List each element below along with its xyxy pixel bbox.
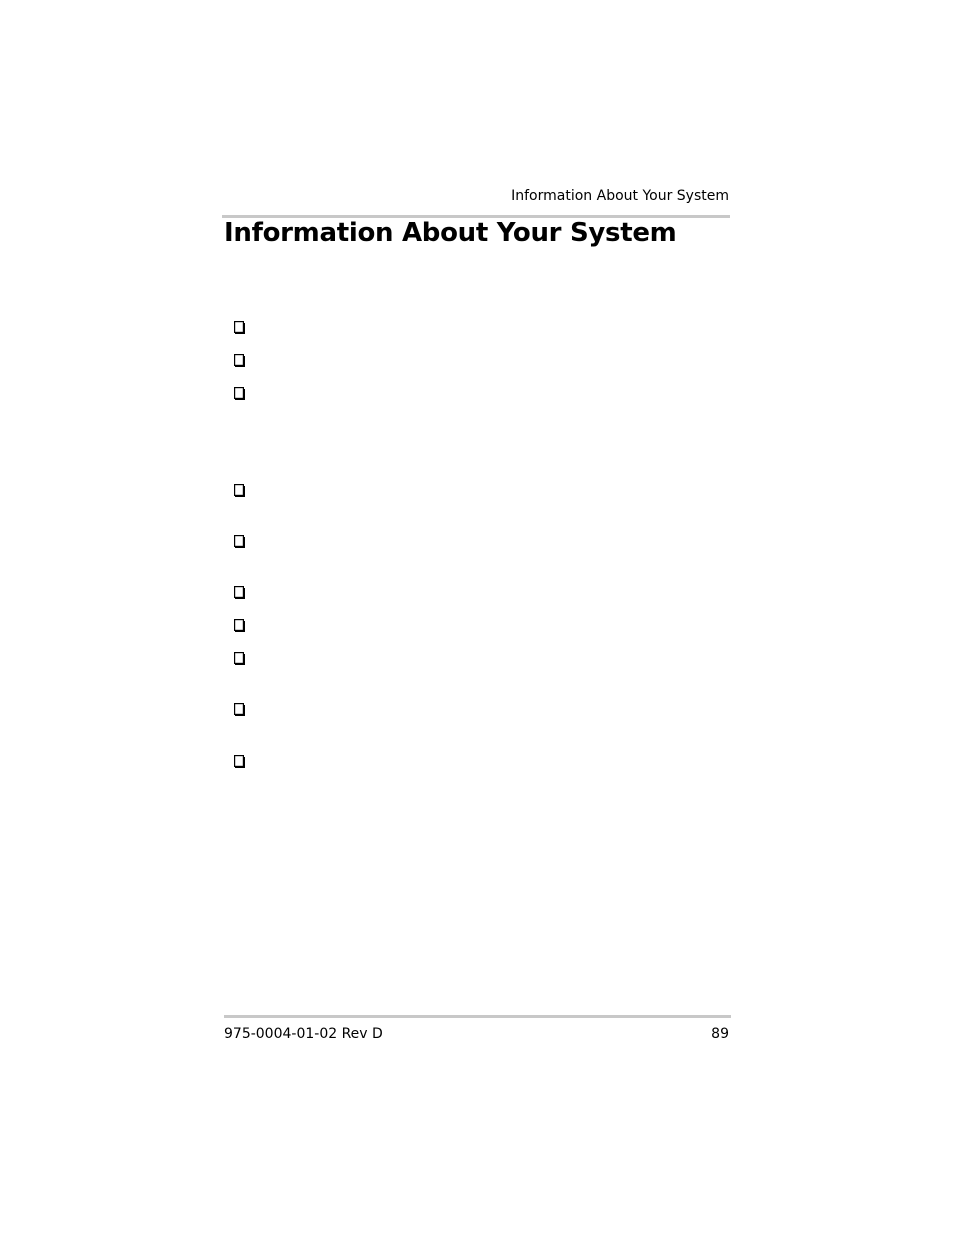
checkbox-frame xyxy=(235,355,244,366)
checkbox-frame xyxy=(235,704,244,715)
checkbox-icon[interactable] xyxy=(234,755,246,769)
document-number: 975-0004-01-02 Rev D xyxy=(224,1026,383,1042)
checkbox-frame xyxy=(235,756,244,767)
checkbox-icon[interactable] xyxy=(234,321,246,335)
running-header: Information About Your System xyxy=(511,188,729,204)
checkbox-glyph xyxy=(234,535,246,549)
footer-divider xyxy=(224,1015,731,1018)
checkbox-glyph xyxy=(234,703,246,717)
checkbox-frame xyxy=(235,653,244,664)
checkbox-frame xyxy=(235,587,244,598)
checkbox-frame xyxy=(235,485,244,496)
checkbox-frame xyxy=(235,322,244,333)
checkbox-frame xyxy=(235,536,244,547)
checkbox-glyph xyxy=(234,619,246,633)
checkbox-glyph xyxy=(234,586,246,600)
checkbox-icon[interactable] xyxy=(234,387,246,401)
checkbox-icon[interactable] xyxy=(234,652,246,666)
checkbox-glyph xyxy=(234,484,246,498)
checkbox-icon[interactable] xyxy=(234,703,246,717)
checkbox-icon[interactable] xyxy=(234,586,246,600)
checkbox-icon[interactable] xyxy=(234,535,246,549)
page-number: 89 xyxy=(711,1026,729,1042)
checkbox-frame xyxy=(235,388,244,399)
page-title: Information About Your System xyxy=(224,218,677,248)
checkbox-icon[interactable] xyxy=(234,484,246,498)
checkbox-glyph xyxy=(234,652,246,666)
checkbox-frame xyxy=(235,620,244,631)
checkbox-icon[interactable] xyxy=(234,354,246,368)
checkbox-glyph xyxy=(234,387,246,401)
checkbox-glyph xyxy=(234,755,246,769)
checkbox-glyph xyxy=(234,321,246,335)
checkbox-glyph xyxy=(234,354,246,368)
checkbox-icon[interactable] xyxy=(234,619,246,633)
